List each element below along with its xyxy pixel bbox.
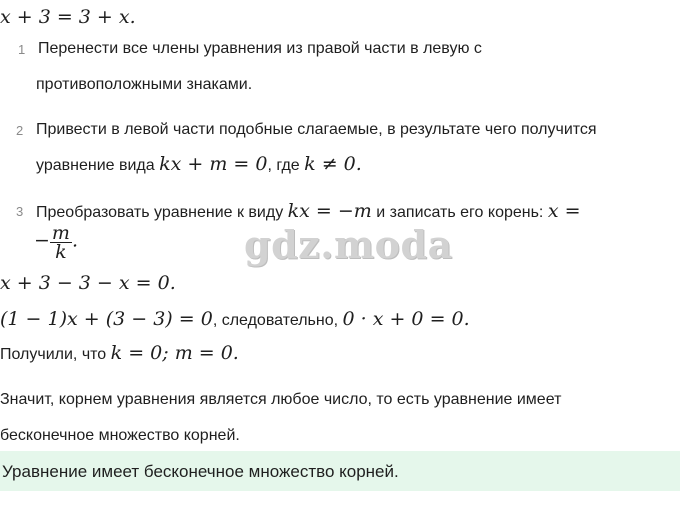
step-number: 1: [18, 42, 26, 57]
fraction-denominator: k: [55, 241, 67, 263]
conclusion-line-1: Значит, корнем уравнения является любое число, то есть уравнение имеет: [0, 391, 562, 408]
fraction-numerator: m: [51, 222, 70, 244]
result-math: k = 0; m = 0.: [110, 342, 239, 364]
result-text: Получили, что: [0, 346, 107, 363]
step-text-line: [36, 200, 581, 222]
step-text: Привести в левой части подобные слагаемые, в результате чего получится: [36, 121, 597, 138]
equation-text: , следовательно,: [212, 312, 339, 329]
equation-math: (1 − 1)x + (3 − 3) = 0: [0, 308, 213, 330]
conclusion-line-2: бесконечное множество корней.: [0, 427, 240, 444]
step-text: противоположными знаками.: [36, 76, 253, 93]
step-text: уравнение вида: [36, 157, 155, 174]
step-number: 3: [16, 204, 24, 219]
step-math: x =: [547, 200, 581, 222]
result-line: [0, 342, 239, 364]
fraction: [50, 224, 72, 261]
step-math: kx = −m: [287, 200, 372, 222]
equation-initial: x + 3 = 3 + x.: [0, 6, 136, 28]
step-text: , где: [267, 157, 300, 174]
root-formula: [34, 224, 78, 261]
answer-box: [0, 451, 680, 491]
step-text: Перенести все члены уравнения из правой части в левую с: [38, 40, 482, 57]
step-math: k ≠ 0.: [304, 153, 362, 175]
equation-step-2: [0, 308, 470, 330]
equation-math: 0 · x + 0 = 0.: [342, 308, 470, 330]
watermark-logo: gdz.moda: [244, 222, 453, 267]
minus-sign: −: [34, 229, 50, 252]
step-math: kx + m = 0: [159, 153, 268, 175]
step-text-line: [36, 153, 362, 175]
equation-step-1: x + 3 − 3 − x = 0.: [0, 272, 176, 294]
step-number: 2: [16, 123, 24, 138]
period: .: [71, 229, 78, 252]
answer-text: Уравнение имеет бесконечное множество корней.: [2, 462, 399, 481]
step-text: и записать его корень:: [376, 204, 544, 221]
step-text: Преобразовать уравнение к виду: [36, 204, 284, 221]
